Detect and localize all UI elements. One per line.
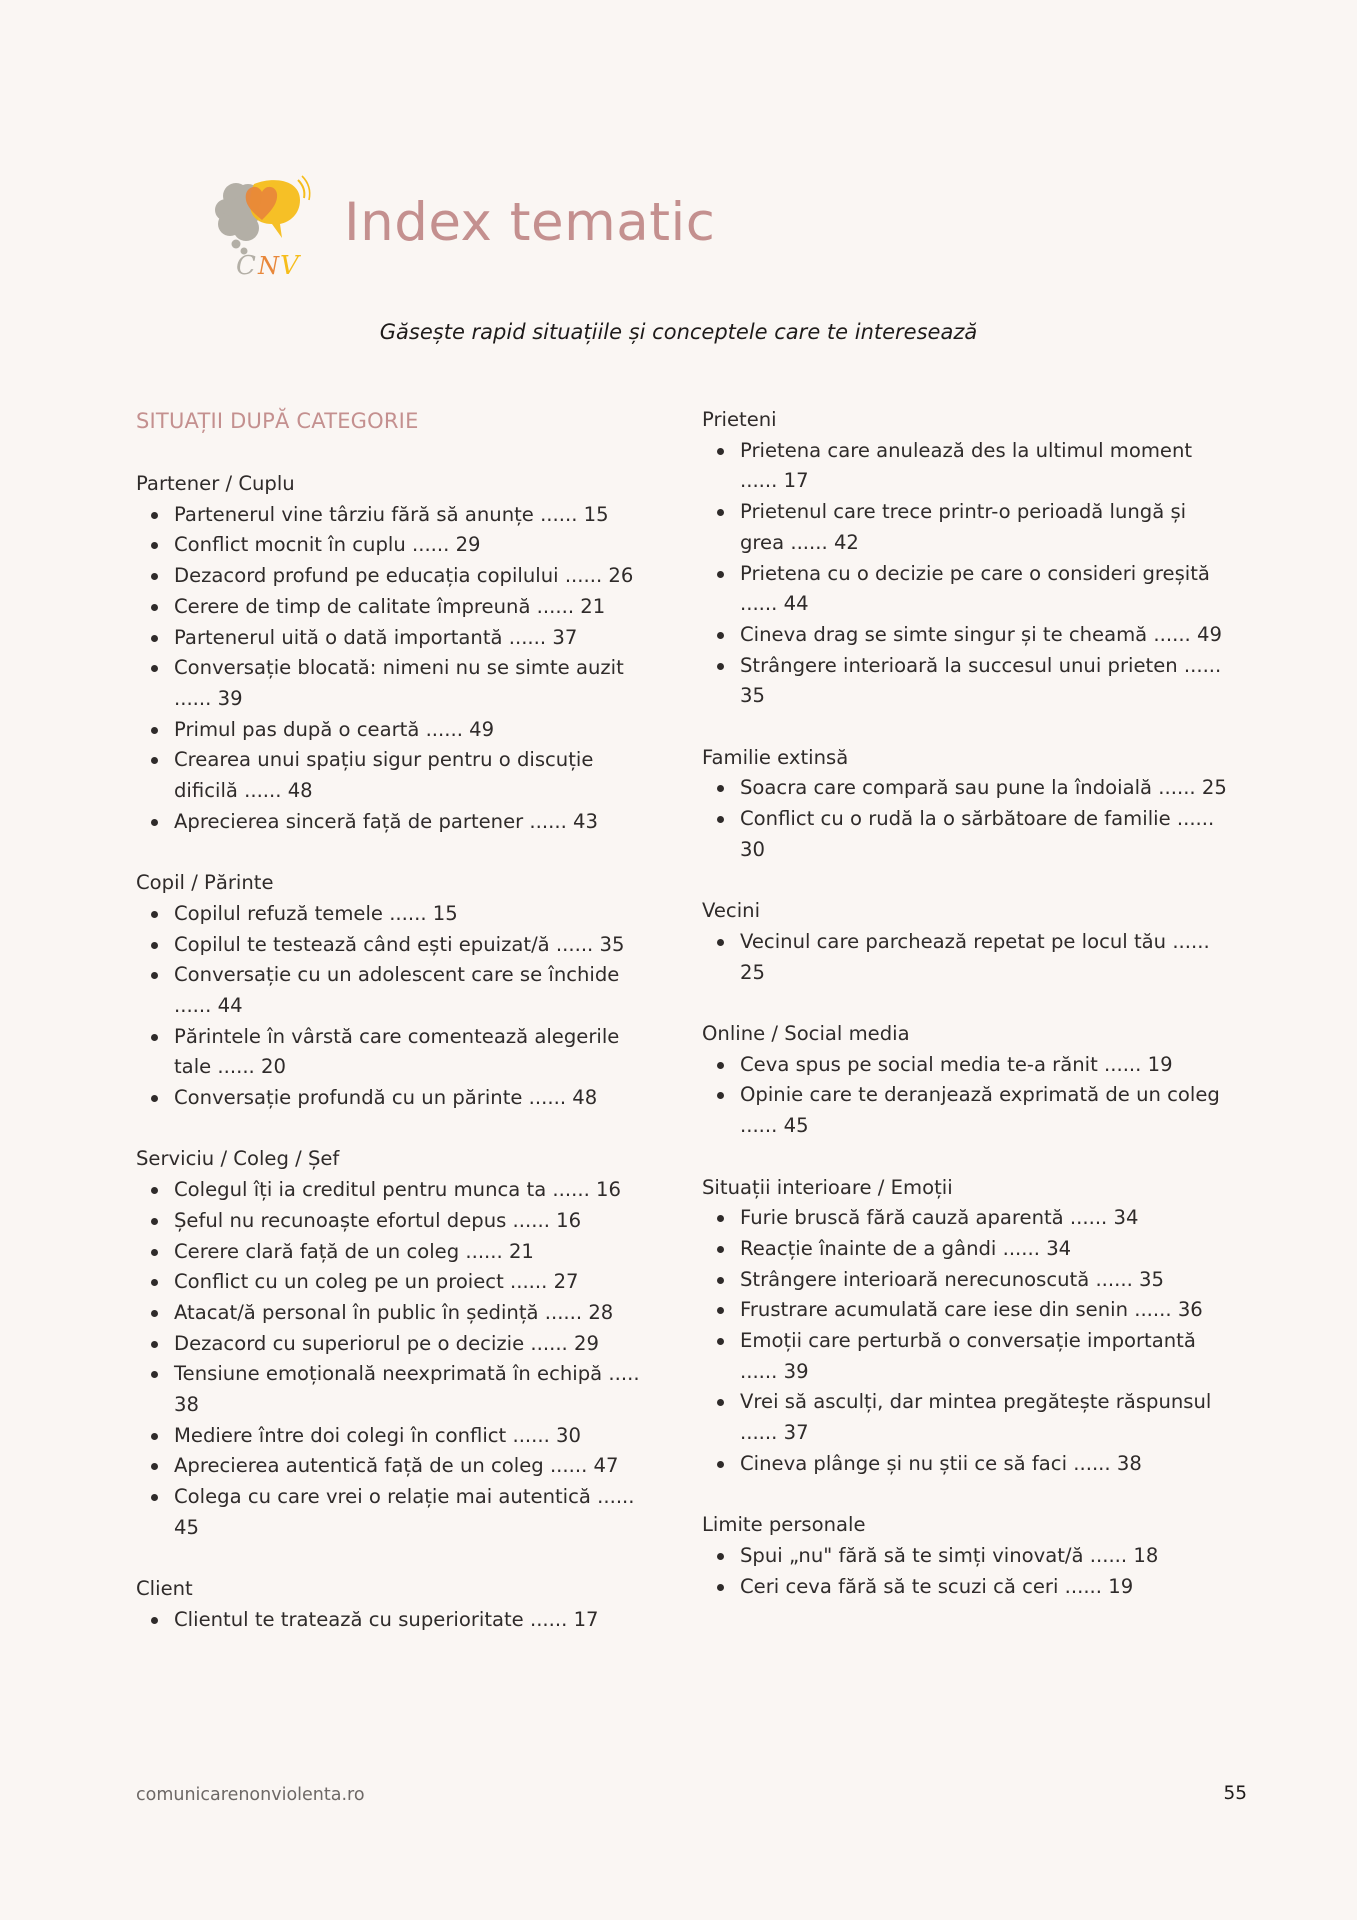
list-item [136, 1605, 656, 1636]
situation-list [136, 1175, 656, 1543]
right-groups [702, 405, 1232, 1602]
list-item [136, 1329, 656, 1360]
category-title: Client [136, 1577, 193, 1601]
list-item-text: Atacat/ă personal în public în ședință ...... 28 [174, 1300, 614, 1324]
list-item-text: Prietena care anulează des la ultimul moment ...... 17 [740, 438, 1193, 493]
bullet-icon [151, 1187, 158, 1194]
list-item [136, 960, 656, 1021]
list-item-text: Prietena cu o decizie pe care o consideri greșită ...... 44 [740, 561, 1210, 616]
list-item-text: Șeful nu recunoaște efortul depus ...... 16 [174, 1208, 582, 1232]
list-item-text: Aprecierea sinceră față de partener ...... 43 [174, 809, 598, 833]
category-title: Partener / Cuplu [136, 472, 295, 495]
right-column [702, 405, 1232, 1633]
list-item-text: Partenerul uită o dată importantă ...... 37 [174, 625, 578, 649]
bullet-icon [151, 1371, 158, 1378]
bullet-icon [717, 632, 724, 639]
bullet-icon [717, 1461, 724, 1468]
list-item [702, 651, 1232, 712]
category-title: Prieteni [702, 408, 777, 431]
left-column [136, 405, 656, 1666]
bullet-icon [717, 1092, 724, 1099]
bullet-icon [717, 1584, 724, 1591]
bullet-icon [151, 1341, 158, 1348]
category-group [136, 1144, 656, 1543]
bullet-icon [151, 1433, 158, 1440]
list-item [702, 1449, 1232, 1480]
page-number: 55 [1223, 1783, 1247, 1804]
list-item-text: Ceri ceva fără să te scuzi că ceri ...... 19 [740, 1574, 1134, 1598]
list-item [702, 1234, 1232, 1265]
bullet-icon [151, 512, 158, 519]
category-title: Familie extinsă [702, 745, 849, 769]
list-item [702, 1541, 1232, 1572]
list-item-text: Conversație blocată: nimeni nu se simte auzit ...... 39 [174, 656, 624, 710]
situation-list [702, 1541, 1232, 1602]
list-item [136, 1267, 656, 1298]
list-item-text: Cerere de timp de calitate împreună ...... 21 [174, 594, 606, 618]
list-item [702, 1265, 1232, 1296]
list-item-text: Furie bruscă fără cauză aparentă ...... 34 [740, 1206, 1139, 1230]
list-item [136, 1482, 656, 1543]
list-item [136, 715, 656, 746]
list-item [136, 1022, 656, 1083]
list-item [702, 1050, 1232, 1081]
list-item-text: Cineva plânge și nu știi ce să faci ...... 38 [740, 1451, 1142, 1475]
list-item [702, 620, 1232, 651]
list-item [136, 1083, 656, 1114]
category-group [136, 868, 656, 1114]
bullet-icon [717, 1553, 724, 1560]
list-item-text: Soacra care compară sau pune la îndoială ...... 25 [740, 776, 1227, 800]
bullet-icon [717, 1338, 724, 1345]
list-item-text: Prietenul care trece printr-o perioadă lungă și grea ...... 42 [740, 500, 1187, 554]
situation-list [702, 927, 1232, 988]
bullet-icon [717, 939, 724, 946]
bullet-icon [717, 448, 724, 455]
list-item-text: Opinie care te deranjează exprimată de un coleg ...... 45 [740, 1083, 1220, 1138]
list-item-text: Strângere interioară la succesul unui prieten ...... 35 [740, 653, 1222, 708]
bullet-icon [151, 1249, 158, 1256]
situation-list [702, 436, 1232, 712]
list-item [702, 773, 1232, 804]
list-item-text: Dezacord cu superiorul pe o decizie ...... 29 [174, 1331, 599, 1355]
list-item [136, 1237, 656, 1268]
category-group [702, 1173, 1232, 1480]
situation-list [136, 1605, 656, 1636]
bullet-icon [151, 604, 158, 611]
list-item [702, 1295, 1232, 1326]
bullet-icon [151, 635, 158, 642]
bullet-icon [151, 1494, 158, 1501]
list-item [136, 561, 656, 592]
list-item-text: Emoții care perturbă o conversație importantă ...... 39 [740, 1329, 1196, 1383]
bullet-icon [717, 1062, 724, 1069]
category-title: Situații interioare / Emoții [702, 1175, 953, 1199]
bullet-icon [151, 542, 158, 549]
list-item-text: Reacție înainte de a gândi ...... 34 [740, 1236, 1072, 1260]
category-group [702, 1019, 1232, 1142]
page-title: Index tematic [344, 192, 716, 253]
bullet-icon [151, 573, 158, 580]
bullet-icon [151, 1095, 158, 1102]
list-item-text: Tensiune emoțională neexprimată în echipă ..... 38 [174, 1362, 640, 1417]
list-item-text: Conflict mocnit în cuplu ...... 29 [174, 533, 481, 557]
bullet-icon [151, 1617, 158, 1624]
list-item-text: Partenerul vine târziu fără să anunțe ...... 15 [174, 502, 609, 526]
category-title: Serviciu / Coleg / Șef [136, 1147, 340, 1171]
situation-list [702, 1050, 1232, 1142]
list-item [702, 559, 1232, 620]
list-item-text: Colega cu care vrei o relație mai autentică ...... 45 [174, 1485, 635, 1539]
list-item [136, 1359, 656, 1420]
svg-text:C: C [236, 251, 256, 280]
situation-list [702, 773, 1232, 865]
list-item-text: Vecinul care parchează repetat pe locul tău ...... 25 [740, 929, 1210, 984]
bullet-icon [717, 1246, 724, 1253]
bullet-icon [717, 509, 724, 516]
list-item [702, 1572, 1232, 1603]
bullet-icon [151, 819, 158, 826]
bullet-icon [151, 727, 158, 734]
bullet-icon [717, 1307, 724, 1314]
list-item-text: Strângere interioară nerecunoscută ...... 35 [740, 1267, 1164, 1291]
list-item [136, 1451, 656, 1482]
list-item [136, 500, 656, 531]
list-item [136, 745, 656, 806]
list-item-text: Clientul te tratează cu superioritate ...... 17 [174, 1607, 599, 1631]
bullet-icon [717, 663, 724, 670]
bullet-icon [151, 1218, 158, 1225]
list-item [136, 1206, 656, 1237]
list-item [702, 927, 1232, 988]
list-item-text: Frustrare acumulată care iese din senin ...... 36 [740, 1298, 1203, 1322]
category-group [136, 469, 656, 837]
category-group [702, 1510, 1232, 1602]
list-item [136, 1175, 656, 1206]
list-item [702, 1080, 1232, 1141]
bullet-icon [151, 1034, 158, 1041]
bullet-icon [151, 911, 158, 918]
bullet-icon [151, 757, 158, 764]
cnv-logo-icon [214, 174, 318, 280]
category-title: Vecini [702, 899, 761, 923]
list-item-text: Cerere clară față de un coleg ...... 21 [174, 1239, 534, 1263]
list-item [136, 530, 656, 561]
bullet-icon [717, 1399, 724, 1406]
list-item-text: Colegul îți ia creditul pentru munca ta ...... 16 [174, 1178, 621, 1202]
list-item-text: Conversație cu un adolescent care se închide ...... 44 [174, 963, 620, 1017]
list-item [702, 1203, 1232, 1234]
list-item-text: Copilul refuză temele ...... 15 [174, 901, 458, 925]
list-item-text: Cineva drag se simte singur și te cheamă ...... 49 [740, 622, 1222, 646]
bullet-icon [151, 1463, 158, 1470]
list-item [702, 1326, 1232, 1387]
list-item [136, 592, 656, 623]
svg-text:V: V [280, 251, 299, 280]
list-item-text: Dezacord profund pe educația copilului ...... 26 [174, 564, 634, 588]
situation-list [136, 899, 656, 1114]
list-item [702, 1387, 1232, 1448]
category-group [702, 896, 1232, 988]
svg-text:N: N [258, 252, 279, 280]
list-item-text: Crearea unui spațiu sigur pentru o discuție dificilă ...... 48 [174, 748, 594, 803]
bullet-icon [717, 1277, 724, 1284]
category-group [702, 405, 1232, 712]
list-item-text: Vrei să asculți, dar mintea pregătește răspunsul ...... 37 [740, 1390, 1212, 1445]
bullet-icon [151, 665, 158, 672]
list-item-text: Conversație profundă cu un părinte ...... 48 [174, 1086, 598, 1110]
situation-list [702, 1203, 1232, 1479]
list-item-text: Aprecierea autentică față de un coleg ...... 47 [174, 1454, 619, 1478]
category-title: Limite personale [702, 1513, 866, 1537]
list-item [136, 899, 656, 930]
list-item-text: Mediere între doi colegi în conflict ...... 30 [174, 1423, 581, 1447]
bullet-icon [151, 1279, 158, 1286]
bullet-icon [151, 972, 158, 979]
section-heading: SITUAȚII DUPĂ CATEGORIE [136, 409, 419, 433]
list-item-text: Conflict cu un coleg pe un proiect ...... 27 [174, 1270, 579, 1294]
bullet-icon [151, 942, 158, 949]
list-item [136, 1421, 656, 1452]
list-item [136, 1298, 656, 1329]
list-item-text: Ceva spus pe social media te-a rănit ...... 19 [740, 1052, 1173, 1076]
left-groups [136, 469, 656, 1636]
page-subtitle: Găsește rapid situațiile și conceptele care te interesează [379, 320, 978, 344]
list-item [702, 436, 1232, 497]
situation-list [136, 500, 656, 838]
list-item [136, 930, 656, 961]
list-item-text: Spui „nu" fără să te simți vinovat/ă ...... 18 [740, 1543, 1159, 1567]
category-group [136, 1574, 656, 1635]
bullet-icon [717, 571, 724, 578]
category-title: Online / Social media [702, 1022, 910, 1046]
list-item [136, 653, 656, 714]
list-item-text: Primul pas după o ceartă ...... 49 [174, 717, 495, 741]
footer-website: comunicarenonviolenta.ro [136, 1785, 365, 1805]
list-item [136, 623, 656, 654]
list-item-text: Copilul te testează când ești epuizat/ă ...... 35 [174, 932, 625, 956]
list-item-text: Conflict cu o rudă la o sărbătoare de familie ...... 30 [740, 807, 1215, 861]
list-item [702, 804, 1232, 865]
list-item [136, 807, 656, 838]
category-group [702, 743, 1232, 866]
bullet-icon [717, 1215, 724, 1222]
list-item-text: Părintele în vârstă care comentează alegerile tale ...... 20 [174, 1024, 620, 1079]
bullet-icon [717, 785, 724, 792]
list-item [702, 497, 1232, 558]
cnv-logo [214, 174, 318, 280]
bullet-icon [717, 816, 724, 823]
bullet-icon [151, 1310, 158, 1317]
category-title: Copil / Părinte [136, 871, 274, 895]
